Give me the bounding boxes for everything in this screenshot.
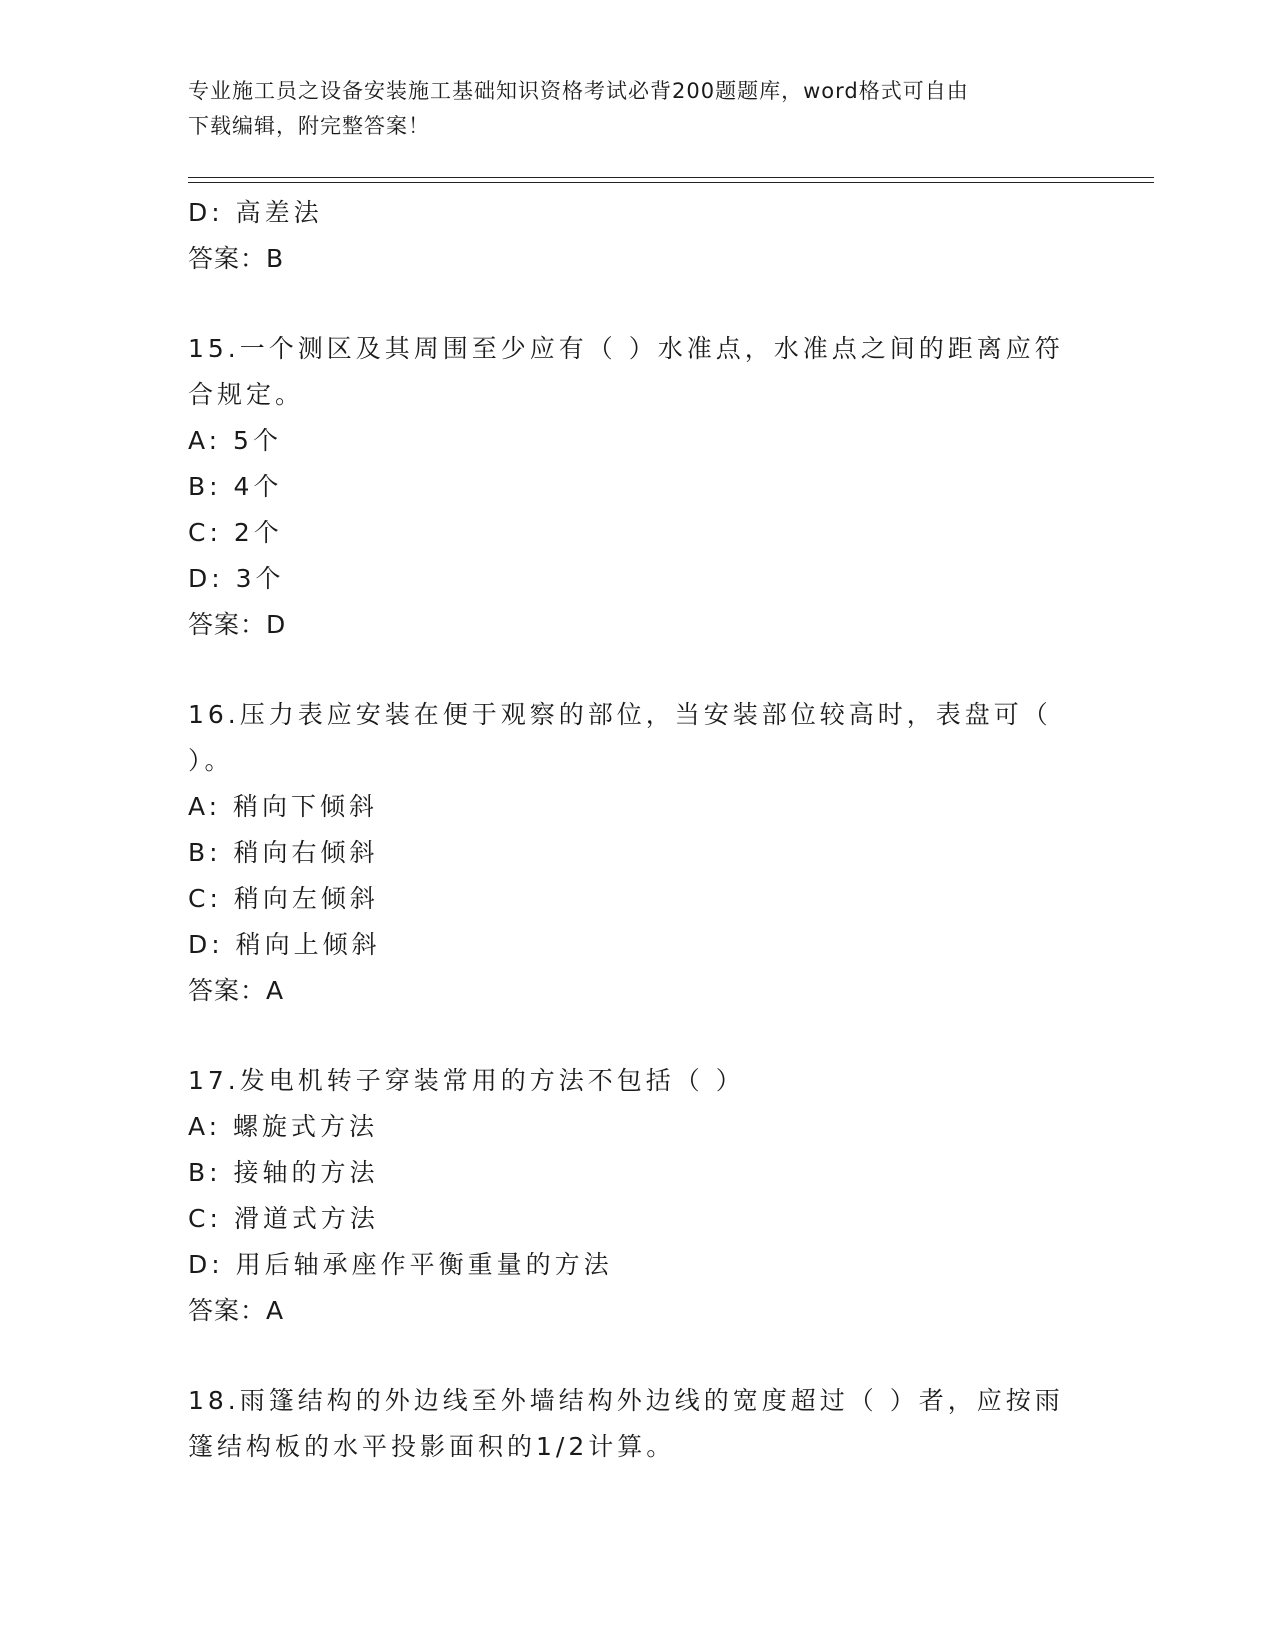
answer-line: 答案：D [188, 610, 287, 639]
option-b: B: 4个 [188, 472, 283, 501]
option-b: B: 稍向右倾斜 [188, 838, 379, 867]
question-stem-continued: 篷结构板的水平投影面积的1/2计算。 [188, 1432, 676, 1461]
option-d: D: 用后轴承座作平衡重量的方法 [188, 1250, 613, 1279]
option-b: B: 接轴的方法 [188, 1158, 379, 1187]
question-stem-continued: 合规定。 [188, 380, 305, 409]
answer-line: 答案：A [188, 1296, 285, 1325]
question-18 [188, 1378, 1088, 1470]
question-list [188, 190, 1088, 1470]
question-stem: 15.一个测区及其周围至少应有（ ）水准点，水准点之间的距离应符 [188, 334, 1064, 363]
question-17 [188, 1058, 1088, 1334]
option-a: A: 5个 [188, 426, 282, 455]
question-stem: 18.雨篷结构的外边线至外墙结构外边线的宽度超过（ ）者，应按雨 [188, 1386, 1064, 1415]
question-stem-continued: ）。 [188, 746, 234, 775]
option-d: D: 3个 [188, 564, 285, 593]
header-divider-bottom [188, 182, 1154, 183]
option-c: C: 稍向左倾斜 [188, 884, 379, 913]
question-15 [188, 326, 1088, 648]
question-stem: 17.发电机转子穿装常用的方法不包括（ ） [188, 1066, 745, 1095]
answer-line: 答案：B [188, 244, 285, 273]
document-header [188, 74, 1088, 144]
option-c: C: 滑道式方法 [188, 1204, 379, 1233]
header-line-2: 下载编辑，附完整答案！ [188, 114, 430, 138]
option-c: C: 2个 [188, 518, 283, 547]
header-divider-top [188, 177, 1154, 178]
option-d: D: 高差法 [188, 198, 323, 227]
option-a: A: 稍向下倾斜 [188, 792, 379, 821]
option-d: D: 稍向上倾斜 [188, 930, 381, 959]
question-16 [188, 692, 1088, 1014]
answer-line: 答案：A [188, 976, 285, 1005]
option-a: A: 螺旋式方法 [188, 1112, 379, 1141]
header-line-1: 专业施工员之设备安装施工基础知识资格考试必背200题题库，word格式可自由 [188, 79, 969, 103]
question-stem: 16.压力表应安装在便于观察的部位，当安装部位较高时，表盘可（ [188, 700, 1052, 729]
